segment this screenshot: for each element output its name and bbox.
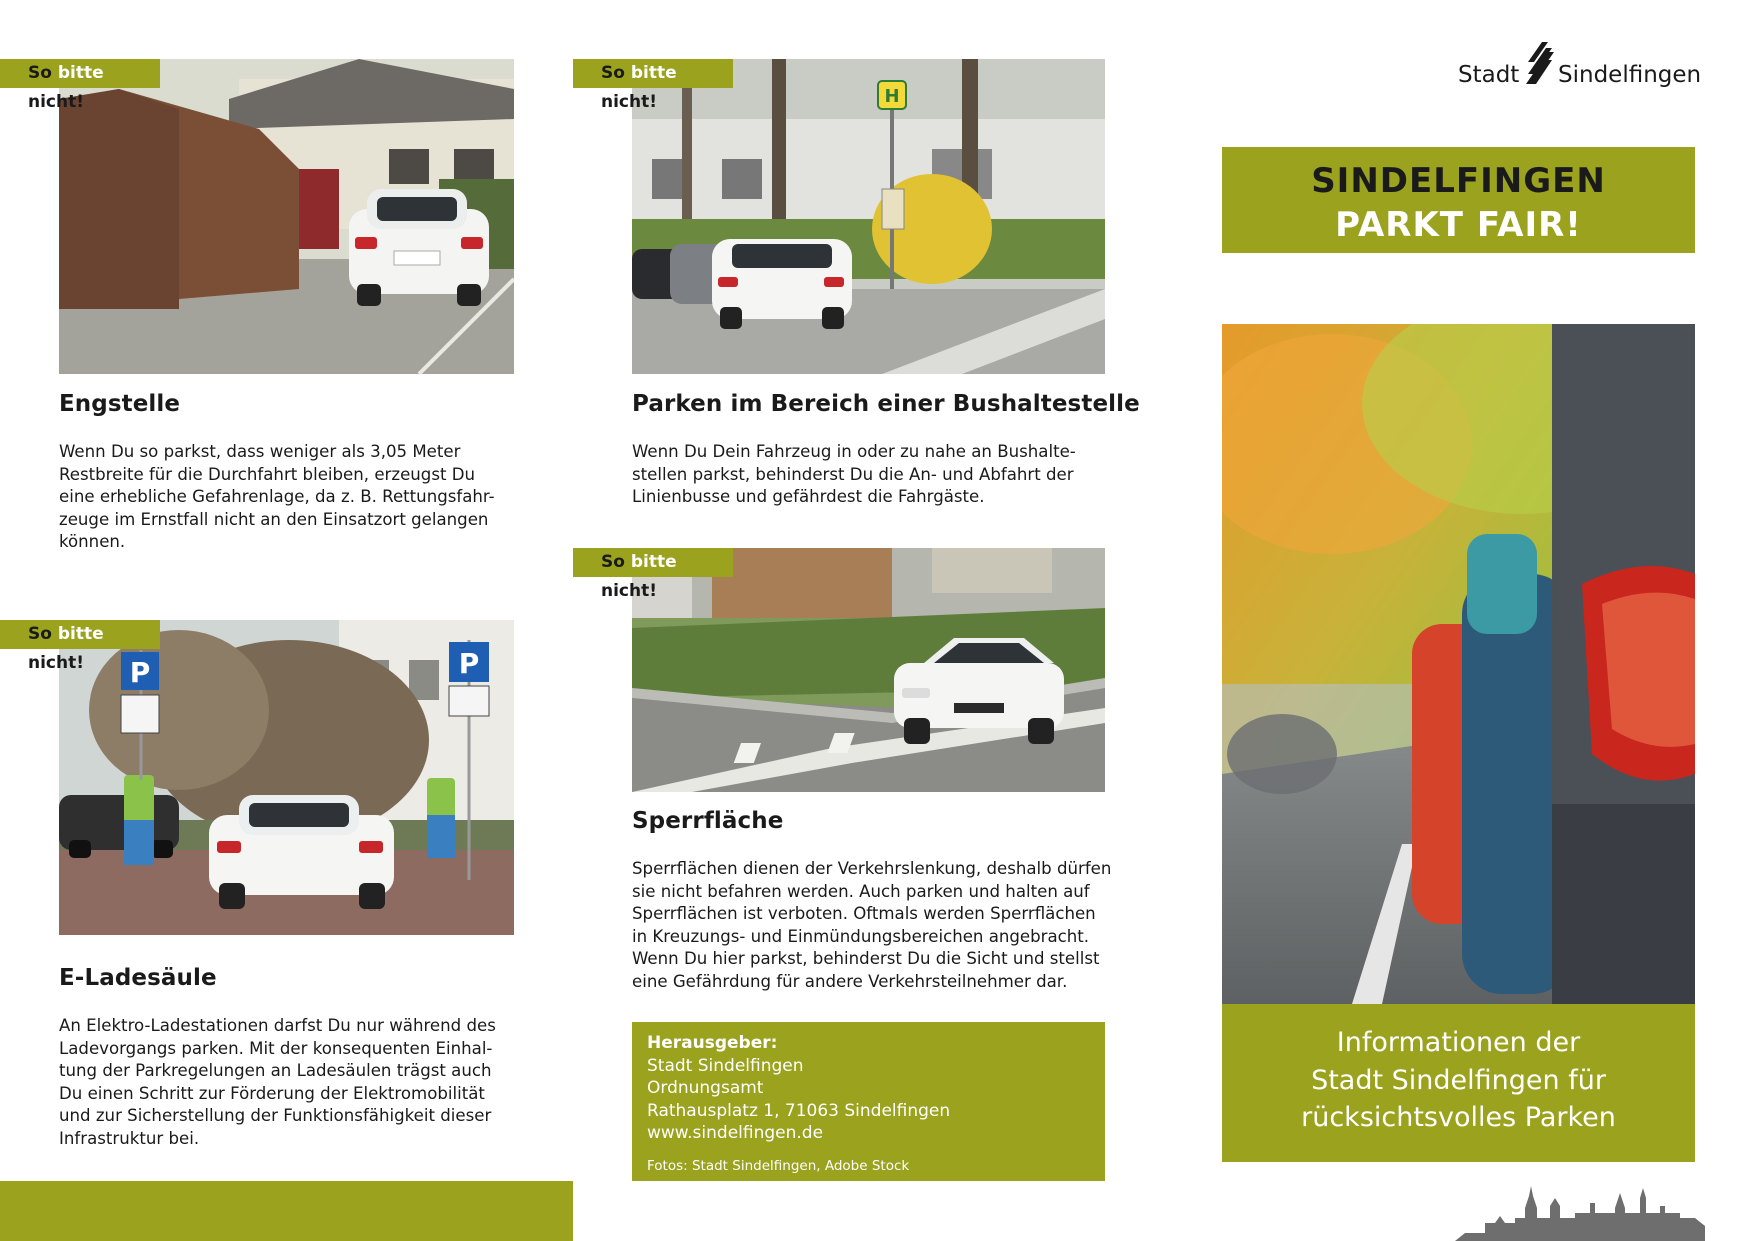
heading-bushaltestelle: Parken im Bereich einer Bushaltestelle (632, 391, 1140, 417)
tag-word-so: So (28, 624, 58, 644)
text-line: Sperrflächen ist verboten. Oftmals werden Sperrflächen (632, 904, 1096, 924)
text-e-ladesaeule (59, 1015, 529, 1151)
tag-word-nicht: nicht! (601, 92, 657, 112)
text-line: Wenn Du hier parkst, behinderst Du die Sicht und stellst (632, 949, 1100, 969)
cover-title-line1: SINDELFINGEN (1311, 161, 1606, 201)
text-line: in Kreuzungs- und Einmündungsbereichen angebracht. (632, 926, 1090, 946)
parking-sign-left-letter: P (129, 656, 151, 689)
photo-engstelle (59, 59, 514, 374)
publisher-line: Rathausplatz 1, 71063 Sindelfingen (647, 1100, 951, 1121)
heading-e-ladesaeule: E-Ladesäule (59, 965, 217, 991)
so-bitte-nicht-tag (0, 59, 160, 112)
tag-word-nicht: nicht! (28, 92, 84, 112)
cover-title-box (1222, 147, 1695, 253)
heading-engstelle: Engstelle (59, 391, 181, 417)
tag-word-so: So (601, 552, 631, 572)
parking-sign-right-letter: P (458, 647, 480, 680)
text-line: zeuge im Ernstfall nicht an den Einsatzort gelangen (59, 509, 489, 529)
text-line: eine erhebliche Gefahrenlage, da z. B. Rettungsfahr- (59, 487, 495, 507)
heading-sperrflaeche: Sperrfläche (632, 808, 784, 834)
tag-word-nicht: nicht! (601, 581, 657, 601)
so-bitte-nicht-tag (573, 59, 733, 112)
cover-info-line: Stadt Sindelfingen für (1311, 1064, 1606, 1096)
cover-info-line: rücksichtsvolles Parken (1301, 1102, 1616, 1133)
photo-sperrflaeche (632, 548, 1105, 792)
text-line: Ladevorgangs parken. Mit der konsequenten Einhal- (59, 1038, 493, 1058)
logo (1458, 40, 1702, 90)
text-sperrflaeche (632, 858, 1122, 994)
text-line: Du einen Schritt zur Förderung der Elektromobilität (59, 1083, 485, 1103)
text-line: tung der Parkregelungen an Ladesäulen trägst auch (59, 1061, 492, 1081)
logo-text-sindelfingen: Sindelfingen (1558, 62, 1702, 88)
logo-text-stadt: Stadt (1458, 62, 1520, 88)
bus-stop-sign-letter: H (884, 86, 900, 107)
publisher-line: Ordnungsamt (647, 1078, 764, 1098)
tag-word-so: So (601, 63, 631, 83)
text-line: Wenn Du Dein Fahrzeug in oder zu nahe an Bushalte- (632, 442, 1076, 461)
tag-word-bitte: bitte (57, 624, 104, 644)
publisher-label: Herausgeber: (647, 1033, 778, 1053)
tag-word-so: So (28, 63, 58, 83)
text-line: Wenn Du so parkst, dass weniger als 3,05 Meter (59, 442, 461, 461)
publisher-box (632, 1022, 1105, 1181)
tag-word-nicht: nicht! (28, 653, 84, 673)
publisher-website: www.sindelfingen.de (647, 1123, 824, 1143)
text-bushaltestelle (632, 441, 1112, 509)
city-skyline-icon (1455, 1178, 1705, 1241)
text-line: und zur Sicherstellung der Funktionsfähigkeit dieser (59, 1106, 492, 1126)
text-engstelle (59, 441, 529, 554)
text-line: Infrastruktur bei. (59, 1128, 200, 1148)
text-line: An Elektro-Ladestationen darfst Du nur während des (59, 1016, 496, 1035)
photo-credit: Fotos: Stadt Sindelfingen, Adobe Stock (647, 1157, 910, 1174)
photo-bushaltestelle (632, 59, 1105, 374)
so-bitte-nicht-tag (573, 548, 733, 601)
so-bitte-nicht-tag (0, 620, 160, 673)
text-line: Sperrflächen dienen der Verkehrslenkung, deshalb dürfen (632, 859, 1112, 878)
text-line: sie nicht befahren werden. Auch parken und halten auf (632, 881, 1090, 901)
text-line: Linienbusse und gefährdest die Fahrgäste. (632, 487, 985, 507)
logo-stripes-icon (1520, 40, 1556, 88)
cover-info-box (1222, 1004, 1695, 1162)
text-line: können. (59, 532, 126, 552)
tag-word-bitte: bitte (57, 63, 104, 83)
cover-title-line2: PARKT FAIR! (1335, 205, 1582, 245)
text-line: Restbreite für die Durchfahrt bleiben, erzeugst Du (59, 464, 476, 484)
bottom-accent-band (0, 1181, 573, 1241)
cover-photo (1222, 324, 1695, 1004)
cover-info-line: Informationen der (1336, 1027, 1581, 1058)
text-line: stellen parkst, behinderst Du die An- und Abfahrt der (632, 464, 1074, 484)
tag-word-bitte: bitte (630, 552, 677, 572)
text-line: eine Gefährdung für andere Verkehrsteilnehmer dar. (632, 971, 1068, 991)
publisher-line: Stadt Sindelfingen (647, 1055, 804, 1076)
tag-word-bitte: bitte (630, 63, 677, 83)
photo-ladesaeule (59, 620, 514, 935)
